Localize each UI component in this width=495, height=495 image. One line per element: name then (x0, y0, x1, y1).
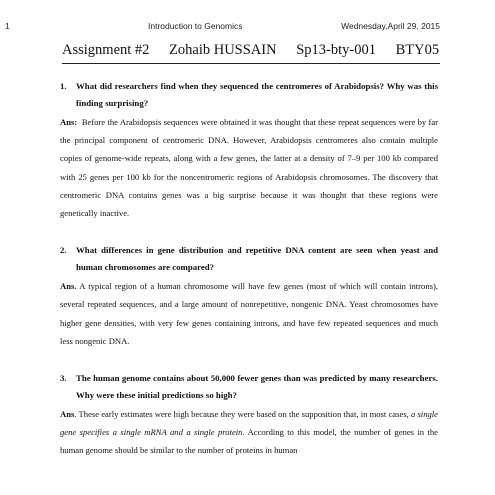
question-1 (60, 78, 438, 112)
running-header (5, 21, 440, 33)
answer-text: Before the Arabidopsis sequences were obtained it was thought that these repeat sequences were by far the principal component of centromeric DNA. However, Arabidopsis centromeres also contain multiple copies of genome-wide repeats, along with a few genes, the latter at a density of 7–9 per 100 kb compared with 25 genes per 100 kb for the noncentromeric regions of Arabidopsis chromosomes. The discovery that centromeric DNA contains genes was a big surprise because it was thought that these regions were genetically inactive. (60, 117, 439, 219)
answer-label: Ans. (60, 281, 77, 292)
question-block-3 (60, 370, 438, 460)
question-number: 1. (60, 81, 67, 91)
document-body (60, 78, 438, 480)
assignment-number: Assignment #2 (62, 42, 150, 58)
question-text: What differences in gene distribution and repetitive DNA content are seen when yeast and human chromosomes are compared? (76, 245, 438, 273)
header-date: Wednesday,April 29, 2015 (341, 21, 440, 31)
question-number: 3. (60, 373, 67, 384)
question-3 (60, 370, 438, 404)
answer-label: Ans (60, 409, 75, 420)
class-code: BTY05 (395, 42, 440, 58)
answer-1 (60, 113, 438, 222)
question-2 (60, 242, 438, 276)
answer-3 (60, 405, 438, 460)
answer-text: . These early estimates were high because they were based on the supposition that, in most cases, (74, 409, 409, 420)
question-block-2 (60, 242, 438, 350)
course-title: Introduction to Genomics (148, 21, 243, 31)
question-block-1 (60, 78, 438, 222)
roll-number: Sp13-bty-001 (296, 42, 376, 58)
answer-2 (60, 277, 438, 350)
question-text: What did researchers find when they sequenced the centromeres of Arabidopsis? Why was this finding surprising? (76, 81, 438, 108)
answer-text: A typical region of a human chromosome will have few genes (most of which will contain introns), several repeated sequences, and a large amount of nonrepetitive, nongenic DNA. Yeast chromosomes have higher gene densities, with very few genes containing introns, and have few repeated sequences and much less nongenic DNA. (60, 281, 438, 346)
answer-italic-text: a single gene specifies a single mRNA and a single protein (60, 409, 438, 438)
answer-label: Ans: (60, 117, 78, 127)
assignment-title (62, 42, 440, 64)
page-number: 1 (5, 21, 10, 31)
student-name: Zohaib HUSSAIN (169, 42, 277, 58)
answer-text-continued: . According to this model, the number of genes in the human genome should be similar to the number of proteins in human (60, 427, 438, 456)
question-number: 2. (60, 245, 67, 256)
question-text: The human genome contains about 50,000 fewer genes than was predicted by many researchers. Why were these initial predictions so high? (76, 373, 438, 401)
